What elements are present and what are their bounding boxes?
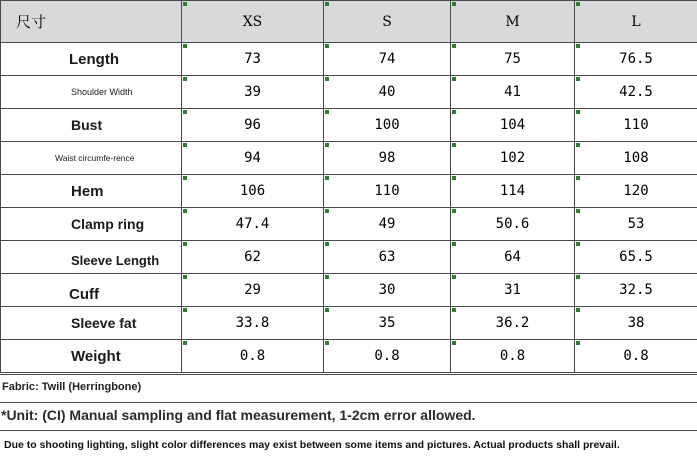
cell-value: 36.2 [451, 307, 575, 340]
corner-mark [576, 44, 580, 48]
cell-value: 0.8 [575, 340, 697, 373]
corner-mark [183, 44, 187, 48]
table-row [1, 208, 697, 241]
corner-mark [183, 242, 187, 246]
corner-mark [576, 341, 580, 345]
cell-value: 49 [324, 208, 451, 241]
table-row [1, 76, 697, 109]
corner-mark [452, 110, 456, 114]
corner-mark [325, 341, 329, 345]
corner-mark [183, 209, 187, 213]
cell-value: 98 [324, 142, 451, 175]
corner-mark [325, 209, 329, 213]
row-label-hem: Hem [1, 175, 182, 208]
corner-mark [183, 143, 187, 147]
cell-value: 33.8 [182, 307, 324, 340]
cell-value: 110 [575, 109, 697, 142]
corner-mark [452, 308, 456, 312]
size-header-xs: XS [182, 1, 324, 43]
table-row [1, 307, 697, 340]
row-label-clamp-ring: Clamp ring [1, 208, 182, 241]
cell-value: 42.5 [575, 76, 697, 109]
size-header-l: L [575, 1, 697, 43]
corner-mark [576, 77, 580, 81]
cell-value: 114 [451, 175, 575, 208]
cell-value: 62 [182, 241, 324, 274]
corner-mark [183, 275, 187, 279]
table-row [1, 43, 697, 76]
corner-mark [576, 143, 580, 147]
cell-value: 30 [324, 274, 451, 307]
cell-value: 29 [182, 274, 324, 307]
lighting-note: Due to shooting lighting, slight color differences may exist between some items and pictures. Actual products shall prevail. [4, 439, 620, 451]
size-header-m: M [451, 1, 575, 43]
cell-value: 47.4 [182, 208, 324, 241]
cell-value: 39 [182, 76, 324, 109]
cell-value: 106 [182, 175, 324, 208]
cell-value: 65.5 [575, 241, 697, 274]
corner-mark [325, 77, 329, 81]
corner-mark [452, 341, 456, 345]
table-row [1, 241, 697, 274]
cell-value: 50.6 [451, 208, 575, 241]
cell-value: 108 [575, 142, 697, 175]
row-label-shoulder-width: Shoulder Width [1, 76, 182, 109]
cell-value: 100 [324, 109, 451, 142]
cell-value: 75 [451, 43, 575, 76]
size-label-header: 尺寸 [1, 1, 182, 43]
corner-mark [576, 242, 580, 246]
row-label-cuff: Cuff [1, 274, 182, 307]
corner-mark [325, 176, 329, 180]
row-label-weight: Weight [1, 340, 182, 373]
corner-mark [325, 242, 329, 246]
cell-value: 120 [575, 175, 697, 208]
corner-mark [452, 2, 456, 6]
cell-value: 74 [324, 43, 451, 76]
table-row [1, 142, 697, 175]
corner-mark [183, 77, 187, 81]
cell-value: 76.5 [575, 43, 697, 76]
cell-value: 32.5 [575, 274, 697, 307]
cell-value: 41 [451, 76, 575, 109]
corner-mark [452, 275, 456, 279]
cell-value: 38 [575, 307, 697, 340]
corner-mark [576, 308, 580, 312]
cell-value: 64 [451, 241, 575, 274]
row-label-sleeve-length: Sleeve Length [1, 241, 182, 274]
table-row [1, 109, 697, 142]
cell-value: 35 [324, 307, 451, 340]
cell-value: 110 [324, 175, 451, 208]
cell-value: 94 [182, 142, 324, 175]
unit-note: *Unit: (CI) Manual sampling and flat measurement, 1-2cm error allowed. [0, 403, 697, 431]
cell-value: 63 [324, 241, 451, 274]
row-label-waist: Waist circumfe-rence [1, 142, 182, 175]
corner-mark [452, 143, 456, 147]
cell-value: 104 [451, 109, 575, 142]
corner-mark [576, 176, 580, 180]
corner-mark [325, 275, 329, 279]
cell-value: 73 [182, 43, 324, 76]
corner-mark [325, 2, 329, 6]
corner-mark [452, 209, 456, 213]
size-header-row [1, 1, 697, 43]
row-label-bust: Bust [1, 109, 182, 142]
corner-mark [452, 77, 456, 81]
corner-mark [576, 209, 580, 213]
size-header-s: S [324, 1, 451, 43]
corner-mark [183, 308, 187, 312]
row-label-length: Length [1, 43, 182, 76]
corner-mark [325, 110, 329, 114]
cell-value: 53 [575, 208, 697, 241]
corner-mark [576, 275, 580, 279]
cell-value: 0.8 [324, 340, 451, 373]
corner-mark [576, 2, 580, 6]
corner-mark [325, 308, 329, 312]
cell-value: 0.8 [451, 340, 575, 373]
corner-mark [452, 242, 456, 246]
corner-mark [452, 176, 456, 180]
table-row [1, 175, 697, 208]
corner-mark [576, 110, 580, 114]
fabric-note: Fabric: Twill (Herringbone) [0, 375, 697, 403]
corner-mark [183, 176, 187, 180]
corner-mark [183, 110, 187, 114]
corner-mark [452, 44, 456, 48]
table-row [1, 340, 697, 373]
corner-mark [325, 143, 329, 147]
cell-value: 0.8 [182, 340, 324, 373]
corner-mark [183, 2, 187, 6]
corner-mark [183, 341, 187, 345]
cell-value: 40 [324, 76, 451, 109]
cell-value: 102 [451, 142, 575, 175]
cell-value: 31 [451, 274, 575, 307]
cell-value: 96 [182, 109, 324, 142]
table-row [1, 274, 697, 307]
notes-section [0, 374, 697, 461]
row-label-sleeve-fat: Sleeve fat [1, 307, 182, 340]
corner-mark [325, 44, 329, 48]
